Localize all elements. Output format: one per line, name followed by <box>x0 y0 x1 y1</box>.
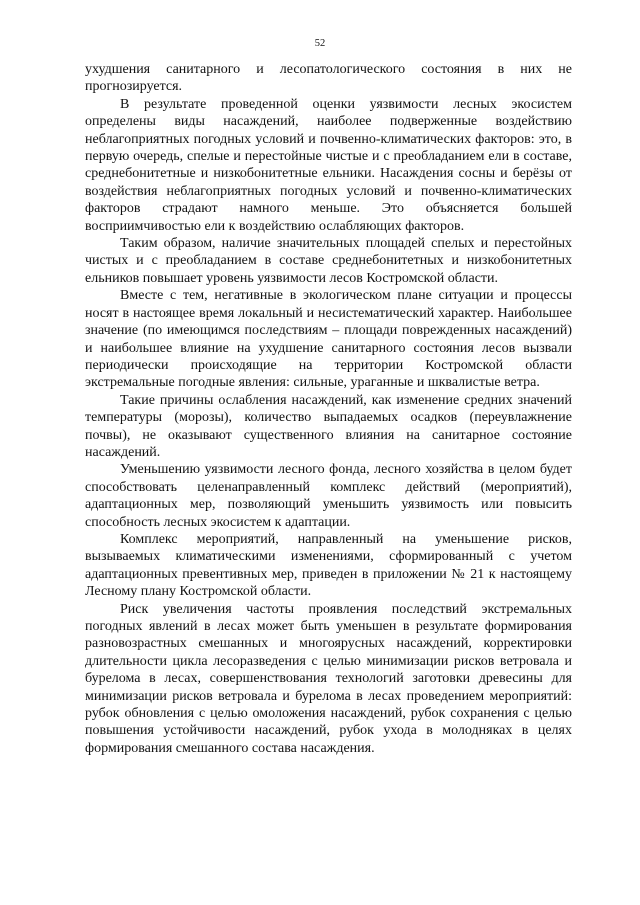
paragraph-vulnerability-assessment: В результате проведенной оценки уязвимости лесных экосистем определены виды насаждений, наиболее подверженные воздействию неблагоприятных погодных условий и почвенно-климатических факторов: это, в первую очередь, спелые и перестойные чистые и с преобладанием ели в составе, среднебонитетные и низкобонитетные ельники. Насаждения сосны и берёзы от воздействия неблагоприятных погодных условий и почвенно-климатических факторов страдают намного меньше. Это объясняется большей восприимчивостью ели к воздействию ослабляющих факторов. <box>85 96 572 234</box>
paragraph-conclusion: Таким образом, наличие значительных площадей спелых и перестойных чистых и с преобладанием в составе среднебонитетных и низкобонитетных ельников повышает уровень уязвимости лесов Костромской области. <box>85 236 572 286</box>
page-number: 52 <box>314 38 326 49</box>
paragraph-negative-situations: Вместе с тем, негативные в экологическом плане ситуации и процессы носят в настоящее время локальный и несистематический характер. Наибольшее значение (по имеющимся последствиям – площади поврежденных насаждений) и наибольшее влияние на ухудшение санитарного состояния лесов вызвали периодически происходящие на территории Костромской области экстремальные погодные явления: сильные, ураганные и шквалистые ветра. <box>85 288 572 391</box>
document-body <box>85 61 572 757</box>
paragraph-risk-reduction: Риск увеличения частоты проявления последствий экстремальных погодных явлений в лесах может быть уменьшен в результате формирования разновозрастных смешанных и многоярусных насаждений, корректировки длительности цикла лесоразведения с целью минимизации рисков ветровала и бурелома в лесах, совершенствования технологий заготовки древесины для минимизации рисков ветровала и бурелома в лесах проведением мероприятий: рубок обновления с целью омоложения насаждений, рубок сохранения с целью повышения устойчивости насаждений, рубок ухода в молодняках в целях формирования смешанного состава насаждения. <box>85 601 572 756</box>
paragraph-reduction-measures: Уменьшению уязвимости лесного фонда, лесного хозяйства в целом будет способствовать целенаправленный комплекс действий (мероприятий), адаптационных мер, позволяющий уменьшить уязвимость или повысить способность лесных экосистем к адаптации. <box>85 462 572 530</box>
paragraph-continuation: ухудшения санитарного и лесопатологического состояния в них не прогнозируется. <box>85 62 572 95</box>
paragraph-weakening-causes: Такие причины ослабления насаждений, как изменение средних значений температуры (морозы), количество выпадаемых осадков (переувлажнение почвы), не оказывают существенного влияния на санитарное состояние насаждений. <box>85 392 572 460</box>
paragraph-measures-complex: Комплекс мероприятий, направленный на уменьшение рисков, вызываемых климатическими изменениями, сформированный с учетом адаптационных превентивных мер, приведен в приложении № 21 к настоящему Лесному плану Костромской области. <box>85 531 572 600</box>
